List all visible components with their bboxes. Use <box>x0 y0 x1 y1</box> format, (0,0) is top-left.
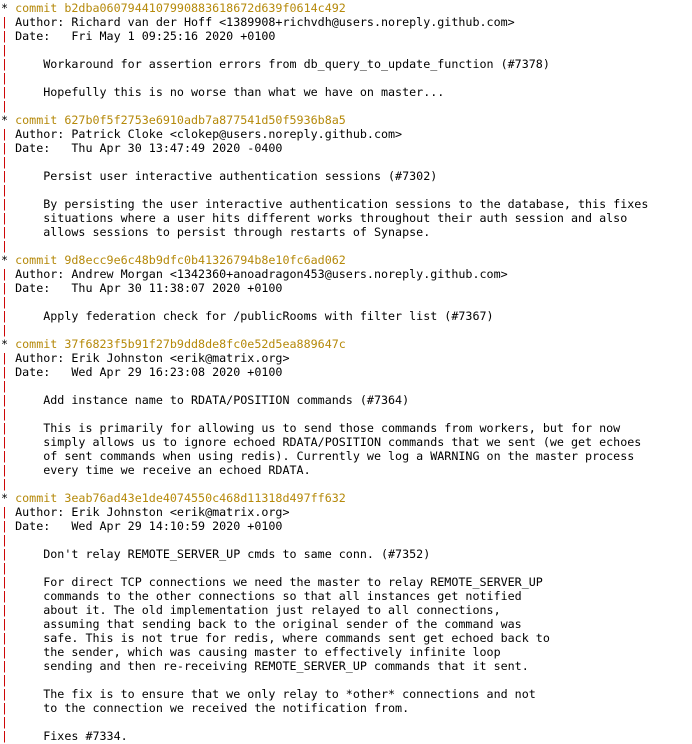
graph-pipe: | <box>1 281 9 295</box>
blank-line <box>1 477 692 491</box>
message-line <box>1 435 692 449</box>
date-line <box>1 365 692 379</box>
graph-pipe: | <box>1 85 9 99</box>
graph-commit-marker: * <box>1 253 9 267</box>
graph-pipe: | <box>1 183 9 197</box>
graph-pipe: | <box>1 71 9 85</box>
author-line-text: Author: Andrew Morgan <1342360+anoadragon453@users.noreply.github.com> <box>8 267 508 281</box>
message-line <box>1 659 692 673</box>
message-line-text: sending and then re-receiving REMOTE_SERVER_UP commands that it sent. <box>8 659 529 673</box>
message-line-text: assuming that sending back to the original sender of the command was <box>8 617 522 631</box>
message-line-text: safe. This is not true for redis, where commands sent get echoed back to <box>8 631 550 645</box>
graph-pipe: | <box>1 43 9 57</box>
message-line <box>1 421 692 435</box>
message-line-text: simply allows us to ignore echoed RDATA/POSITION commands that we sent (we get echoes <box>8 435 642 449</box>
message-line <box>1 309 692 323</box>
blank-line <box>1 155 692 169</box>
graph-pipe: | <box>1 477 9 491</box>
graph-pipe: | <box>1 715 9 729</box>
graph-pipe: | <box>1 561 9 575</box>
message-line-text: to the connection we received the notification from. <box>8 701 410 715</box>
graph-pipe: | <box>1 15 9 29</box>
commit-line <box>1 337 692 351</box>
graph-pipe: | <box>1 617 9 631</box>
blank-line <box>1 561 692 575</box>
graph-pipe: | <box>1 99 9 113</box>
graph-commit-marker: * <box>1 337 9 351</box>
message-line-text: allows sessions to persist through restarts of Synapse. <box>8 225 431 239</box>
message-line-text: about it. The old implementation just relayed to all connections, <box>8 603 501 617</box>
message-line-text: of sent commands when using redis). Currently we log a WARNING on the master process <box>8 449 635 463</box>
message-line-text: Hopefully this is no worse than what we have on master... <box>8 85 445 99</box>
graph-pipe: | <box>1 673 9 687</box>
graph-pipe: | <box>1 505 9 519</box>
graph-pipe: | <box>1 435 9 449</box>
date-line <box>1 519 692 533</box>
message-line-text: By persisting the user interactive authentication sessions to the database, this fixes <box>8 197 649 211</box>
blank-line <box>1 673 692 687</box>
graph-pipe: | <box>1 589 9 603</box>
graph-pipe: | <box>1 29 9 43</box>
graph-pipe: | <box>1 533 9 547</box>
commit-line-text: commit 37f6823f5b91f27b9dd8de8fc0e52d5ea889647c <box>8 337 346 351</box>
graph-pipe: | <box>1 729 9 743</box>
message-line <box>1 631 692 645</box>
graph-pipe: | <box>1 295 9 309</box>
graph-pipe: | <box>1 393 9 407</box>
graph-pipe: | <box>1 197 9 211</box>
message-line-text: commands to the other connections so that all instances get notified <box>8 589 522 603</box>
blank-line <box>1 43 692 57</box>
graph-pipe: | <box>1 57 9 71</box>
blank-line <box>1 323 692 337</box>
graph-pipe: | <box>1 603 9 617</box>
graph-pipe: | <box>1 309 9 323</box>
graph-pipe: | <box>1 127 9 141</box>
message-line <box>1 547 692 561</box>
blank-line <box>1 239 692 253</box>
graph-pipe: | <box>1 687 9 701</box>
author-line-text: Author: Richard van der Hoff <1389908+richvdh@users.noreply.github.com> <box>8 15 515 29</box>
commit-line-text: commit 627b0f5f2753e6910adb7a877541d50f5936b8a5 <box>8 113 346 127</box>
message-line <box>1 85 692 99</box>
graph-pipe: | <box>1 267 9 281</box>
blank-line <box>1 379 692 393</box>
message-line-text: Apply federation check for /publicRooms with filter list (#7367) <box>8 309 494 323</box>
date-line-text: Date: Thu Apr 30 13:47:49 2020 -0400 <box>8 141 283 155</box>
message-line-text: Add instance name to RDATA/POSITION commands (#7364) <box>8 393 410 407</box>
graph-pipe: | <box>1 379 9 393</box>
author-line <box>1 15 692 29</box>
graph-pipe: | <box>1 211 9 225</box>
message-line <box>1 687 692 701</box>
graph-pipe: | <box>1 645 9 659</box>
message-line-text: the sender, which was causing master to effectively infinite loop <box>8 645 501 659</box>
graph-pipe: | <box>1 239 9 253</box>
message-line <box>1 603 692 617</box>
blank-line <box>1 99 692 113</box>
graph-pipe: | <box>1 323 9 337</box>
graph-pipe: | <box>1 519 9 533</box>
date-line-text: Date: Wed Apr 29 14:10:59 2020 +0100 <box>8 519 283 533</box>
date-line-text: Date: Thu Apr 30 11:38:07 2020 +0100 <box>8 281 283 295</box>
message-line <box>1 701 692 715</box>
message-line-text: Don't relay REMOTE_SERVER_UP cmds to same conn. (#7352) <box>8 547 431 561</box>
message-line-text: Workaround for assertion errors from db_query_to_update_function (#7378) <box>8 57 550 71</box>
message-line <box>1 617 692 631</box>
graph-pipe: | <box>1 225 9 239</box>
author-line <box>1 505 692 519</box>
message-line <box>1 729 692 743</box>
commit-line <box>1 253 692 267</box>
blank-line <box>1 295 692 309</box>
message-line <box>1 57 692 71</box>
message-line <box>1 645 692 659</box>
graph-pipe: | <box>1 351 9 365</box>
commit-line <box>1 1 692 15</box>
message-line <box>1 225 692 239</box>
graph-pipe: | <box>1 449 9 463</box>
graph-commit-marker: * <box>1 1 9 15</box>
graph-pipe: | <box>1 463 9 477</box>
message-line-text: situations where a user hits different works throughout their auth session and also <box>8 211 628 225</box>
graph-pipe: | <box>1 155 9 169</box>
commit-line <box>1 491 692 505</box>
graph-pipe: | <box>1 421 9 435</box>
author-line <box>1 351 692 365</box>
author-line-text: Author: Erik Johnston <erik@matrix.org> <box>8 351 290 365</box>
message-line-text: For direct TCP connections we need the master to relay REMOTE_SERVER_UP <box>8 575 543 589</box>
date-line <box>1 281 692 295</box>
blank-line <box>1 533 692 547</box>
message-line-text: Persist user interactive authentication sessions (#7302) <box>8 169 438 183</box>
graph-pipe: | <box>1 407 9 421</box>
message-line <box>1 197 692 211</box>
message-line <box>1 463 692 477</box>
blank-line <box>1 71 692 85</box>
graph-pipe: | <box>1 701 9 715</box>
graph-commit-marker: * <box>1 113 9 127</box>
graph-pipe: | <box>1 365 9 379</box>
graph-pipe: | <box>1 575 9 589</box>
date-line <box>1 29 692 43</box>
graph-pipe: | <box>1 169 9 183</box>
blank-line <box>1 183 692 197</box>
message-line <box>1 575 692 589</box>
message-line <box>1 589 692 603</box>
message-line <box>1 449 692 463</box>
message-line <box>1 169 692 183</box>
author-line-text: Author: Erik Johnston <erik@matrix.org> <box>8 505 290 519</box>
message-line-text: The fix is to ensure that we only relay to *other* connections and not <box>8 687 536 701</box>
date-line-text: Date: Wed Apr 29 16:23:08 2020 +0100 <box>8 365 283 379</box>
graph-commit-marker: * <box>1 491 9 505</box>
blank-line <box>1 407 692 421</box>
commit-line-text: commit 3eab76ad43e1de4074550c468d11318d497ff632 <box>8 491 346 505</box>
author-line <box>1 127 692 141</box>
message-line <box>1 393 692 407</box>
message-line-text: every time we receive an echoed RDATA. <box>8 463 311 477</box>
graph-pipe: | <box>1 659 9 673</box>
date-line <box>1 141 692 155</box>
commit-line-text: commit b2dba0607944107990883618672d639f0614c492 <box>8 1 346 15</box>
commit-line <box>1 113 692 127</box>
author-line-text: Author: Patrick Cloke <clokep@users.noreply.github.com> <box>8 127 403 141</box>
commit-line-text: commit 9d8ecc9e6c48b9dfc0b41326794b8e10fc6ad062 <box>8 253 346 267</box>
author-line <box>1 267 692 281</box>
graph-pipe: | <box>1 141 9 155</box>
graph-pipe: | <box>1 547 9 561</box>
message-line-text: Fixes #7334. <box>8 729 128 743</box>
date-line-text: Date: Fri May 1 09:25:16 2020 +0100 <box>8 29 276 43</box>
blank-line <box>1 715 692 729</box>
graph-pipe: | <box>1 631 9 645</box>
message-line-text: This is primarily for allowing us to send those commands from workers, but for now <box>8 421 621 435</box>
message-line <box>1 211 692 225</box>
